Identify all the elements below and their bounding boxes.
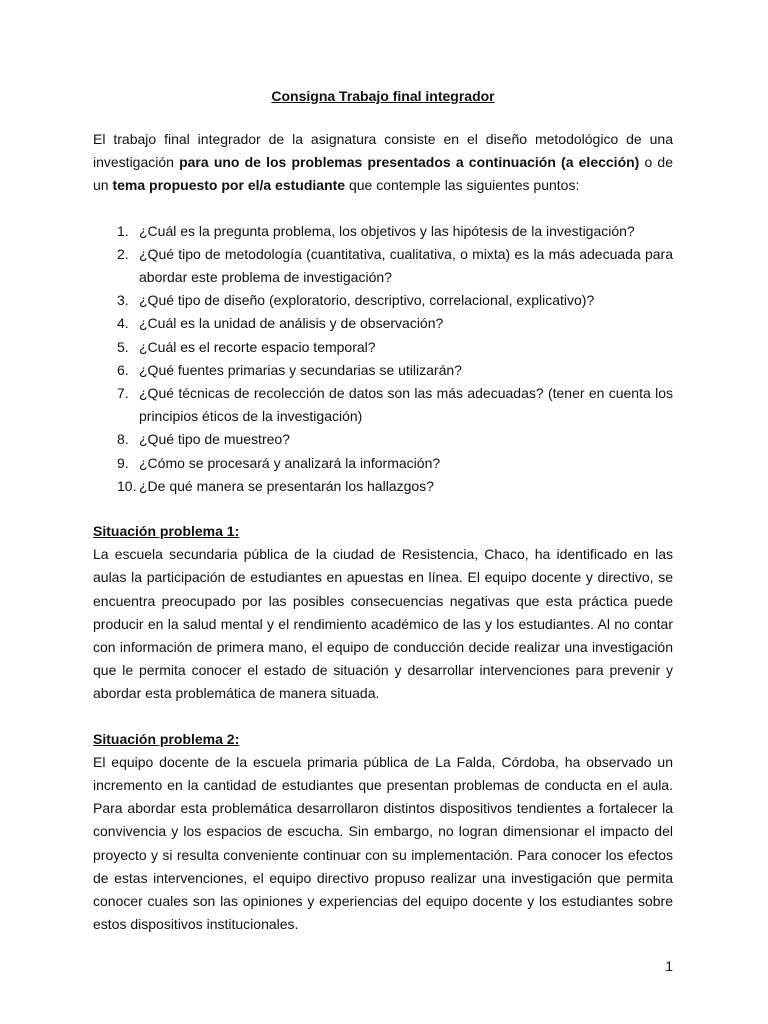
intro-text-1: El trabajo final integrador de la asignatura consiste en el diseño metodológico de una investigación: [93, 131, 673, 171]
situation-body: El equipo docente de la escuela primaria pública de La Falda, Córdoba, ha observado un incremento en la cantidad de estudiantes que presentan problemas de conducta en el aula. Para abordar esta problemática desarrollaron distintos dispositivos tendientes a fortalecer la convivencia y los espacios de escucha. Sin embargo, no logran dimensionar el impacto del proyecto y si resulta conveniente continuar con su implementación. Para conocer los efectos de estas intervenciones, el equipo directivo propuso realizar una investigación que permita conocer cuales son las opiniones y experiencias del equipo docente y los estudiantes sobre estos dispositivos institucionales.: [93, 753, 673, 933]
question-text: ¿De qué manera se presentarán los hallazgos?: [139, 477, 434, 494]
intro-text-3: que contemple las siguientes puntos:: [345, 177, 580, 194]
question-text: ¿Cuál es la pregunta problema, los objetivos y las hipótesis de la investigación?: [139, 222, 635, 239]
intro-text-2: o de un: [93, 154, 674, 194]
question-item: [93, 382, 673, 428]
question-number: 1.: [117, 222, 129, 239]
question-item: [93, 243, 673, 289]
question-item: [93, 428, 673, 451]
question-item: [93, 312, 673, 335]
question-number: 9.: [117, 454, 129, 471]
question-item: [93, 359, 673, 382]
question-number: 4.: [117, 315, 129, 332]
intro-paragraph: [93, 128, 673, 198]
intro-bold-2: tema propuesto por el/a estudiante: [112, 177, 346, 194]
situation-body: La escuela secundaria pública de la ciudad de Resistencia, Chaco, ha identificado en las aulas la participación de estudiantes en apuestas en línea. El equipo docente y directivo, se encuentra preocupado por las posibles consecuencias negativas que esta práctica puede producir en la salud mental y el rendimiento académico de las y los estudiantes. Al no contar con información de primera mano, el equipo de conducción decide realizar una investigación que le permita conocer el estado de situación y desarrollar intervenciones para prevenir y abordar esta problemática de manera situada.: [93, 546, 673, 702]
question-item: [93, 289, 673, 312]
question-number: 5.: [117, 338, 129, 355]
question-text: ¿Cuál es la unidad de análisis y de observación?: [139, 315, 444, 332]
question-item: [93, 220, 673, 243]
question-text: ¿Cómo se procesará y analizará la información?: [139, 454, 441, 471]
question-number: 6.: [117, 361, 129, 378]
question-number: 2.: [117, 245, 129, 262]
questions-list: [93, 220, 673, 498]
question-item: [93, 452, 673, 475]
page-number: 1: [665, 958, 673, 974]
question-number: 8.: [117, 431, 129, 448]
question-number: 7.: [117, 385, 129, 402]
question-item: [93, 475, 673, 498]
question-text: ¿Qué tipo de muestreo?: [139, 431, 290, 448]
question-text: ¿Qué técnicas de recolección de datos son las más adecuadas? (tener en cuenta los principios éticos de la investigación): [139, 385, 673, 425]
question-text: ¿Qué fuentes primarias y secundarias se utilizarán?: [139, 361, 462, 378]
question-number: 10.: [117, 477, 137, 494]
question-item: [93, 336, 673, 359]
question-number: 3.: [117, 292, 129, 309]
intro-bold-1: para uno de los problemas presentados a continuación (a elección): [179, 154, 640, 171]
document-content: [93, 86, 673, 959]
situation-heading: Situación problema 2:: [93, 730, 240, 747]
document-title: Consigna Trabajo final integrador: [271, 88, 495, 104]
question-text: ¿Qué tipo de metodología (cuantitativa, cualitativa, o mixta) es la más adecuada para abordar este problema de investigación?: [139, 245, 673, 286]
situation-section-2: [93, 728, 673, 937]
question-text: ¿Cuál es el recorte espacio temporal?: [139, 338, 376, 355]
situation-section-1: [93, 520, 673, 706]
situation-heading: Situación problema 1:: [93, 523, 240, 540]
question-text: ¿Qué tipo de diseño (exploratorio, descriptivo, correlacional, explicativo)?: [139, 292, 595, 309]
